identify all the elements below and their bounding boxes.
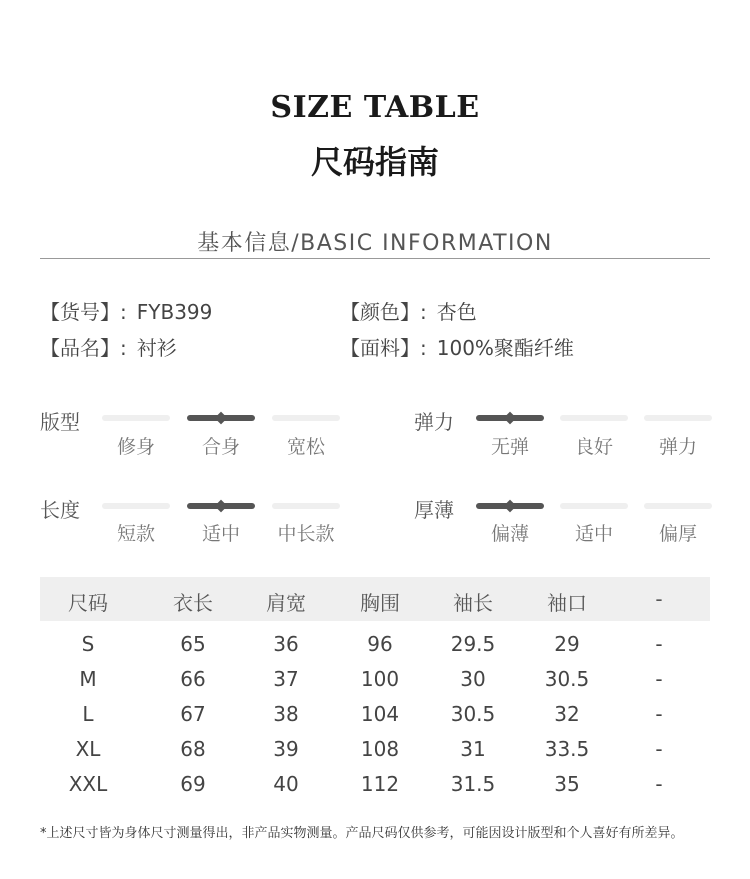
scale-option: 偏厚 (658, 523, 697, 545)
scale-option: 适中 (201, 523, 240, 545)
table-header-cell: 衣长 (173, 591, 213, 615)
info-label: 【货号】: (40, 300, 127, 324)
scale-option: 弹力 (658, 436, 697, 458)
scale-segment (272, 503, 340, 509)
table-header-cell: 胸围 (360, 591, 400, 615)
table-cell: - (655, 702, 663, 726)
scale-segment-selected (187, 503, 255, 509)
attr-label-fit: 版型 (40, 410, 80, 434)
basic-info-heading: 基本信息/BASIC INFORMATION (197, 231, 553, 256)
info-item-color (340, 296, 477, 325)
title-chinese: 尺码指南 (310, 143, 439, 181)
table-cell: 104 (360, 702, 400, 726)
selected-marker-icon (215, 412, 228, 425)
table-cell: 33.5 (544, 737, 590, 761)
table-cell: 69 (180, 772, 206, 796)
scale-segment (272, 415, 340, 421)
table-cell: 30.5 (544, 667, 590, 691)
attr-label-thickness: 厚薄 (414, 498, 454, 522)
table-cell: - (655, 772, 663, 796)
table-header-cell: 尺码 (68, 591, 108, 615)
scale-option: 修身 (116, 436, 155, 458)
table-cell: - (655, 737, 663, 761)
table-cell: 29 (554, 632, 580, 656)
table-cell: 112 (360, 772, 400, 796)
scale-segment (644, 415, 712, 421)
scale-option: 无弹 (490, 436, 529, 458)
footnote: *上述尺寸皆为身体尺寸测量得出，非产品实物测量。产品尺码仅供参考，可能因设计版型和个人喜好有所差异。 (40, 826, 684, 841)
info-label: 【面料】: (340, 336, 427, 360)
selected-marker-icon (504, 412, 517, 425)
table-cell: 39 (273, 737, 299, 761)
section-divider (40, 258, 710, 259)
selected-marker-icon (504, 500, 517, 513)
info-item-sku (40, 296, 212, 325)
scale-segment (560, 503, 628, 509)
table-cell: 35 (554, 772, 580, 796)
table-cell: 100 (360, 667, 400, 691)
table-cell: 68 (180, 737, 206, 761)
scale-option: 适中 (574, 523, 613, 545)
table-cell: 38 (273, 702, 299, 726)
table-cell: XXL (68, 772, 108, 796)
table-cell: 36 (273, 632, 299, 656)
table-header-cell: 肩宽 (266, 591, 306, 615)
scale-option: 良好 (574, 436, 613, 458)
info-item-product-name (40, 332, 177, 361)
table-cell: 96 (367, 632, 393, 656)
table-header-cell: 袖口 (547, 591, 587, 615)
title-english: SIZE TABLE (270, 90, 480, 125)
scale-option: 偏薄 (490, 523, 529, 545)
info-value: 衬衫 (136, 336, 177, 360)
table-cell: 108 (360, 737, 400, 761)
table-cell: 32 (554, 702, 580, 726)
attr-label-length: 长度 (40, 498, 80, 522)
info-value: 100%聚酯纤维 (436, 336, 574, 360)
table-cell: 65 (180, 632, 206, 656)
selected-marker-icon (215, 500, 228, 513)
table-cell: 67 (180, 702, 206, 726)
table-cell: L (82, 702, 94, 726)
table-header-cell: 袖长 (453, 591, 493, 615)
scale-segment (644, 503, 712, 509)
table-cell: 37 (273, 667, 299, 691)
table-cell: 31 (460, 737, 486, 761)
table-cell: M (79, 667, 97, 691)
table-cell: 66 (180, 667, 206, 691)
info-value: 杏色 (436, 300, 477, 324)
table-cell: 30.5 (450, 702, 496, 726)
scale-segment (102, 415, 170, 421)
attr-label-elasticity: 弹力 (414, 410, 454, 434)
scale-segment-selected (476, 503, 544, 509)
table-cell: XL (75, 737, 101, 761)
table-header-cell: - (655, 587, 663, 611)
scale-option: 短款 (116, 523, 155, 545)
table-cell: 30 (460, 667, 486, 691)
scale-option: 合身 (201, 436, 240, 458)
table-cell: 31.5 (450, 772, 496, 796)
scale-option: 中长款 (277, 523, 335, 545)
table-cell: 40 (273, 772, 299, 796)
table-cell: S (81, 632, 95, 656)
info-label: 【颜色】: (340, 300, 427, 324)
info-label: 【品名】: (40, 336, 127, 360)
scale-segment (560, 415, 628, 421)
scale-option: 宽松 (286, 436, 325, 458)
scale-segment-selected (476, 415, 544, 421)
scale-segment (102, 503, 170, 509)
table-cell: - (655, 632, 663, 656)
info-value: FYB399 (136, 300, 213, 324)
scale-segment-selected (187, 415, 255, 421)
info-item-fabric (340, 332, 574, 361)
table-cell: - (655, 667, 663, 691)
table-cell: 29.5 (450, 632, 496, 656)
